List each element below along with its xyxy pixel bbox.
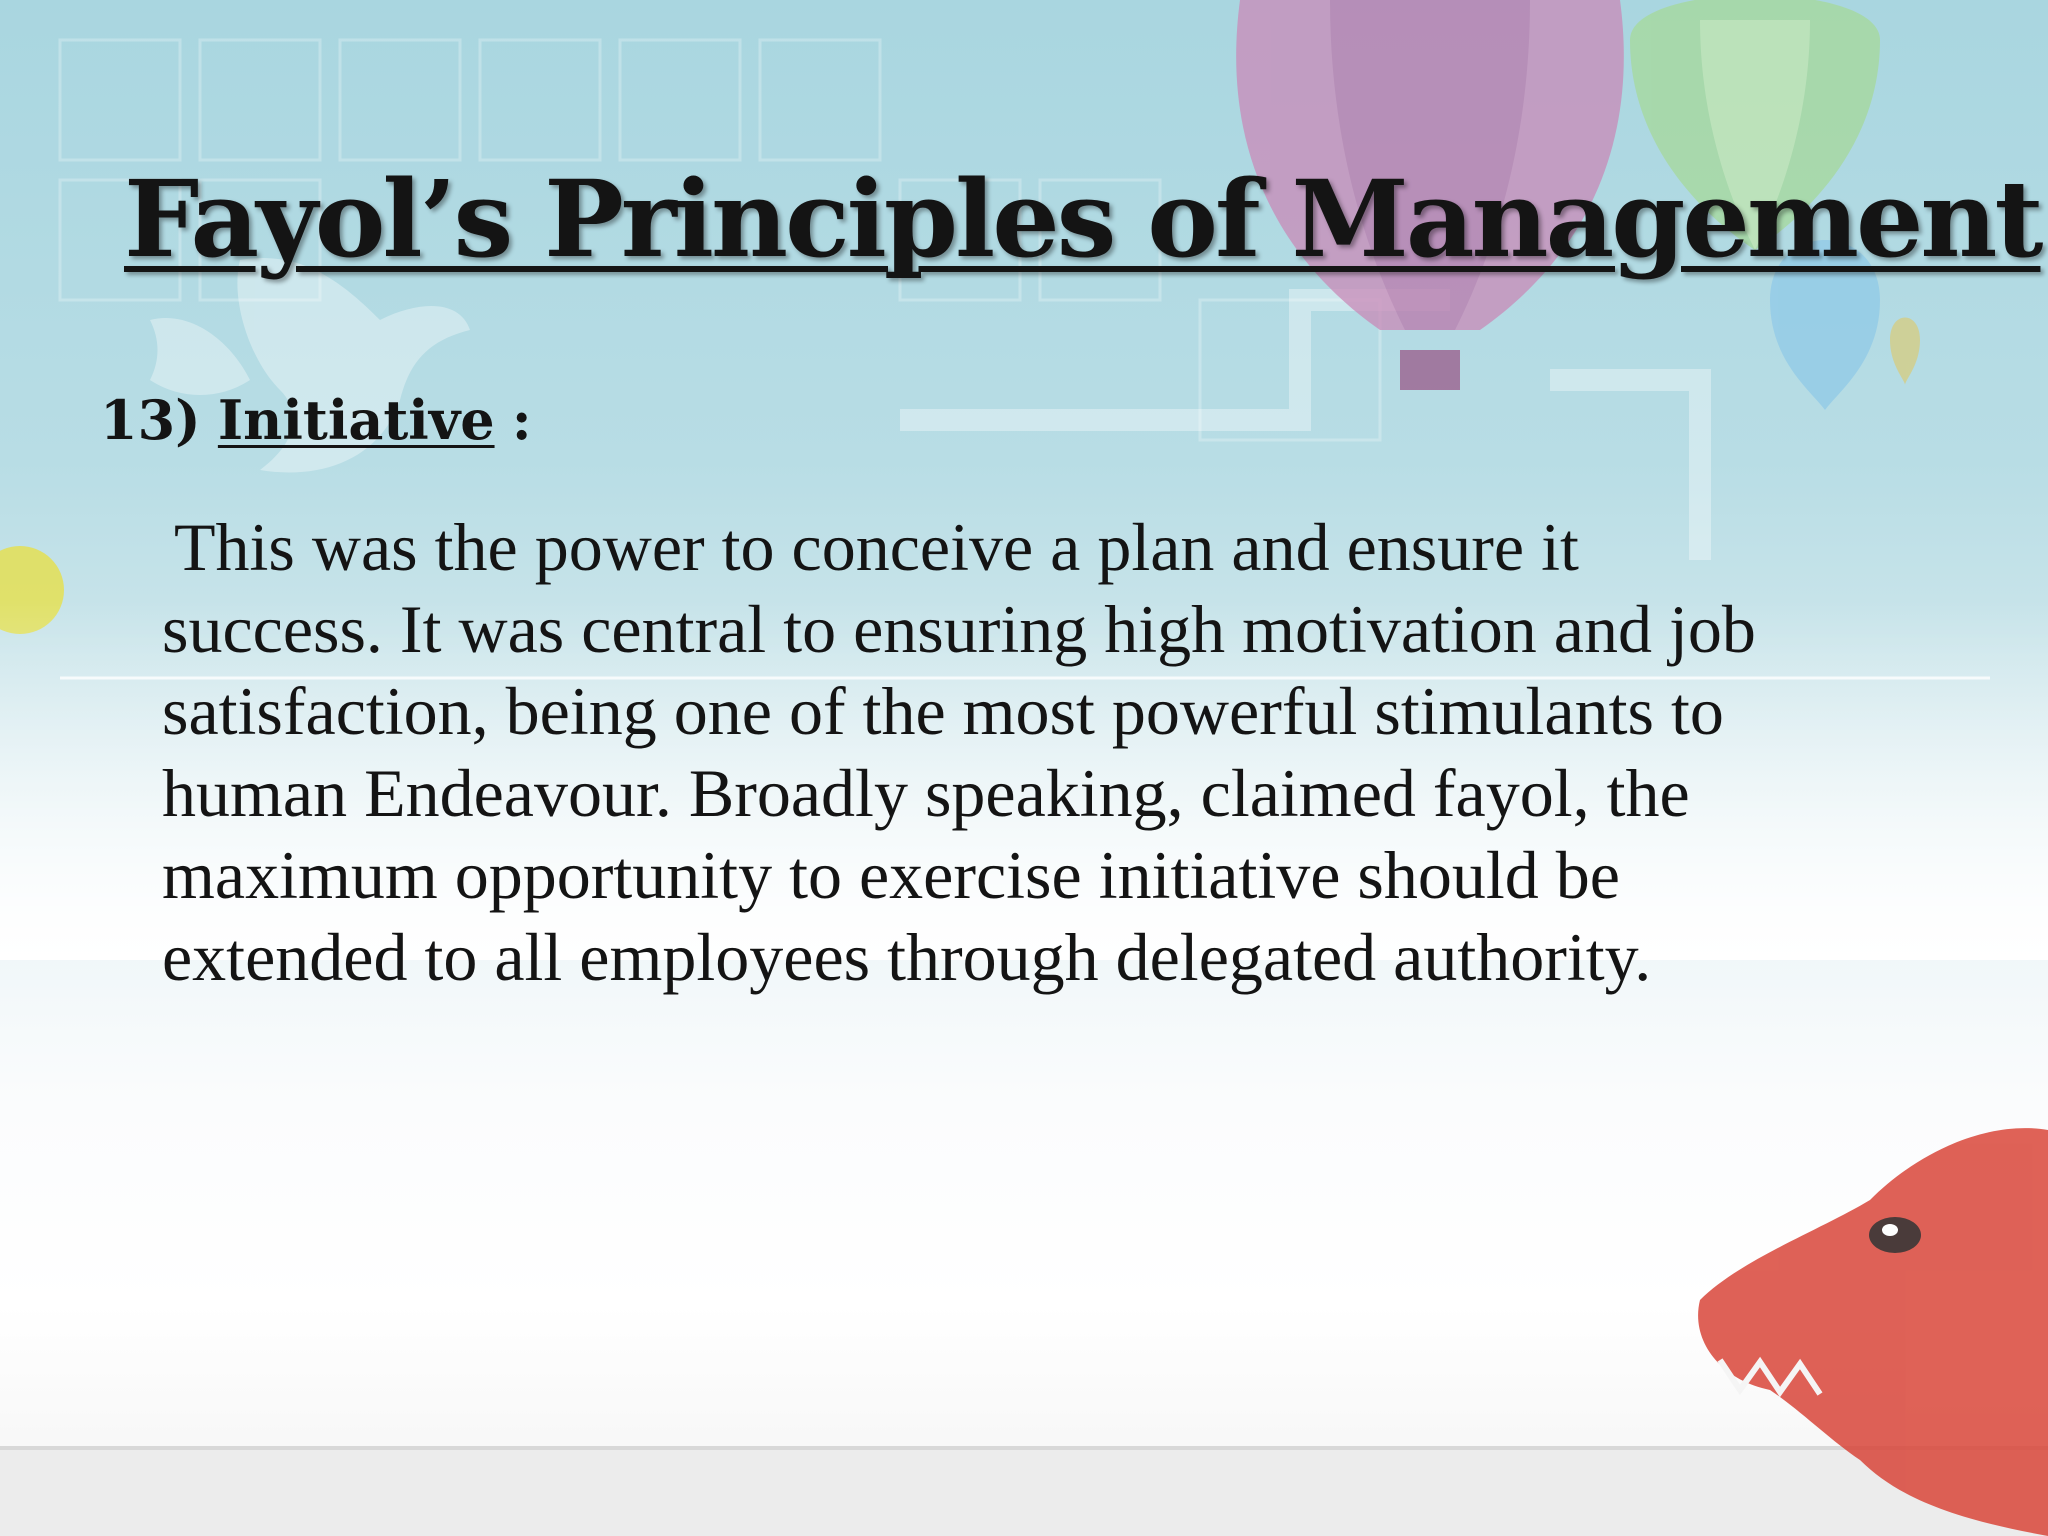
slide-title: Fayol’s Principles of Management (124, 156, 2041, 281)
description-line: maximum opportunity to exercise initiative should be (162, 837, 1620, 913)
description-line: extended to all employees through delegated authority. (162, 919, 1652, 995)
principle-heading (100, 388, 532, 452)
principle-description (162, 506, 1922, 998)
description-line: success. It was central to ensuring high motivation and job (162, 591, 1756, 667)
description-line: This was the power to conceive a plan and ensure it (174, 509, 1579, 585)
floor-band (0, 1448, 2048, 1536)
description-line: satisfaction, being one of the most powerful stimulants to (162, 673, 1724, 749)
principle-name: Initiative (217, 388, 495, 452)
principle-separator: : (511, 388, 532, 452)
principle-number: 13) (100, 388, 201, 452)
description-line: human Endeavour. Broadly speaking, claimed fayol, the (162, 755, 1690, 831)
